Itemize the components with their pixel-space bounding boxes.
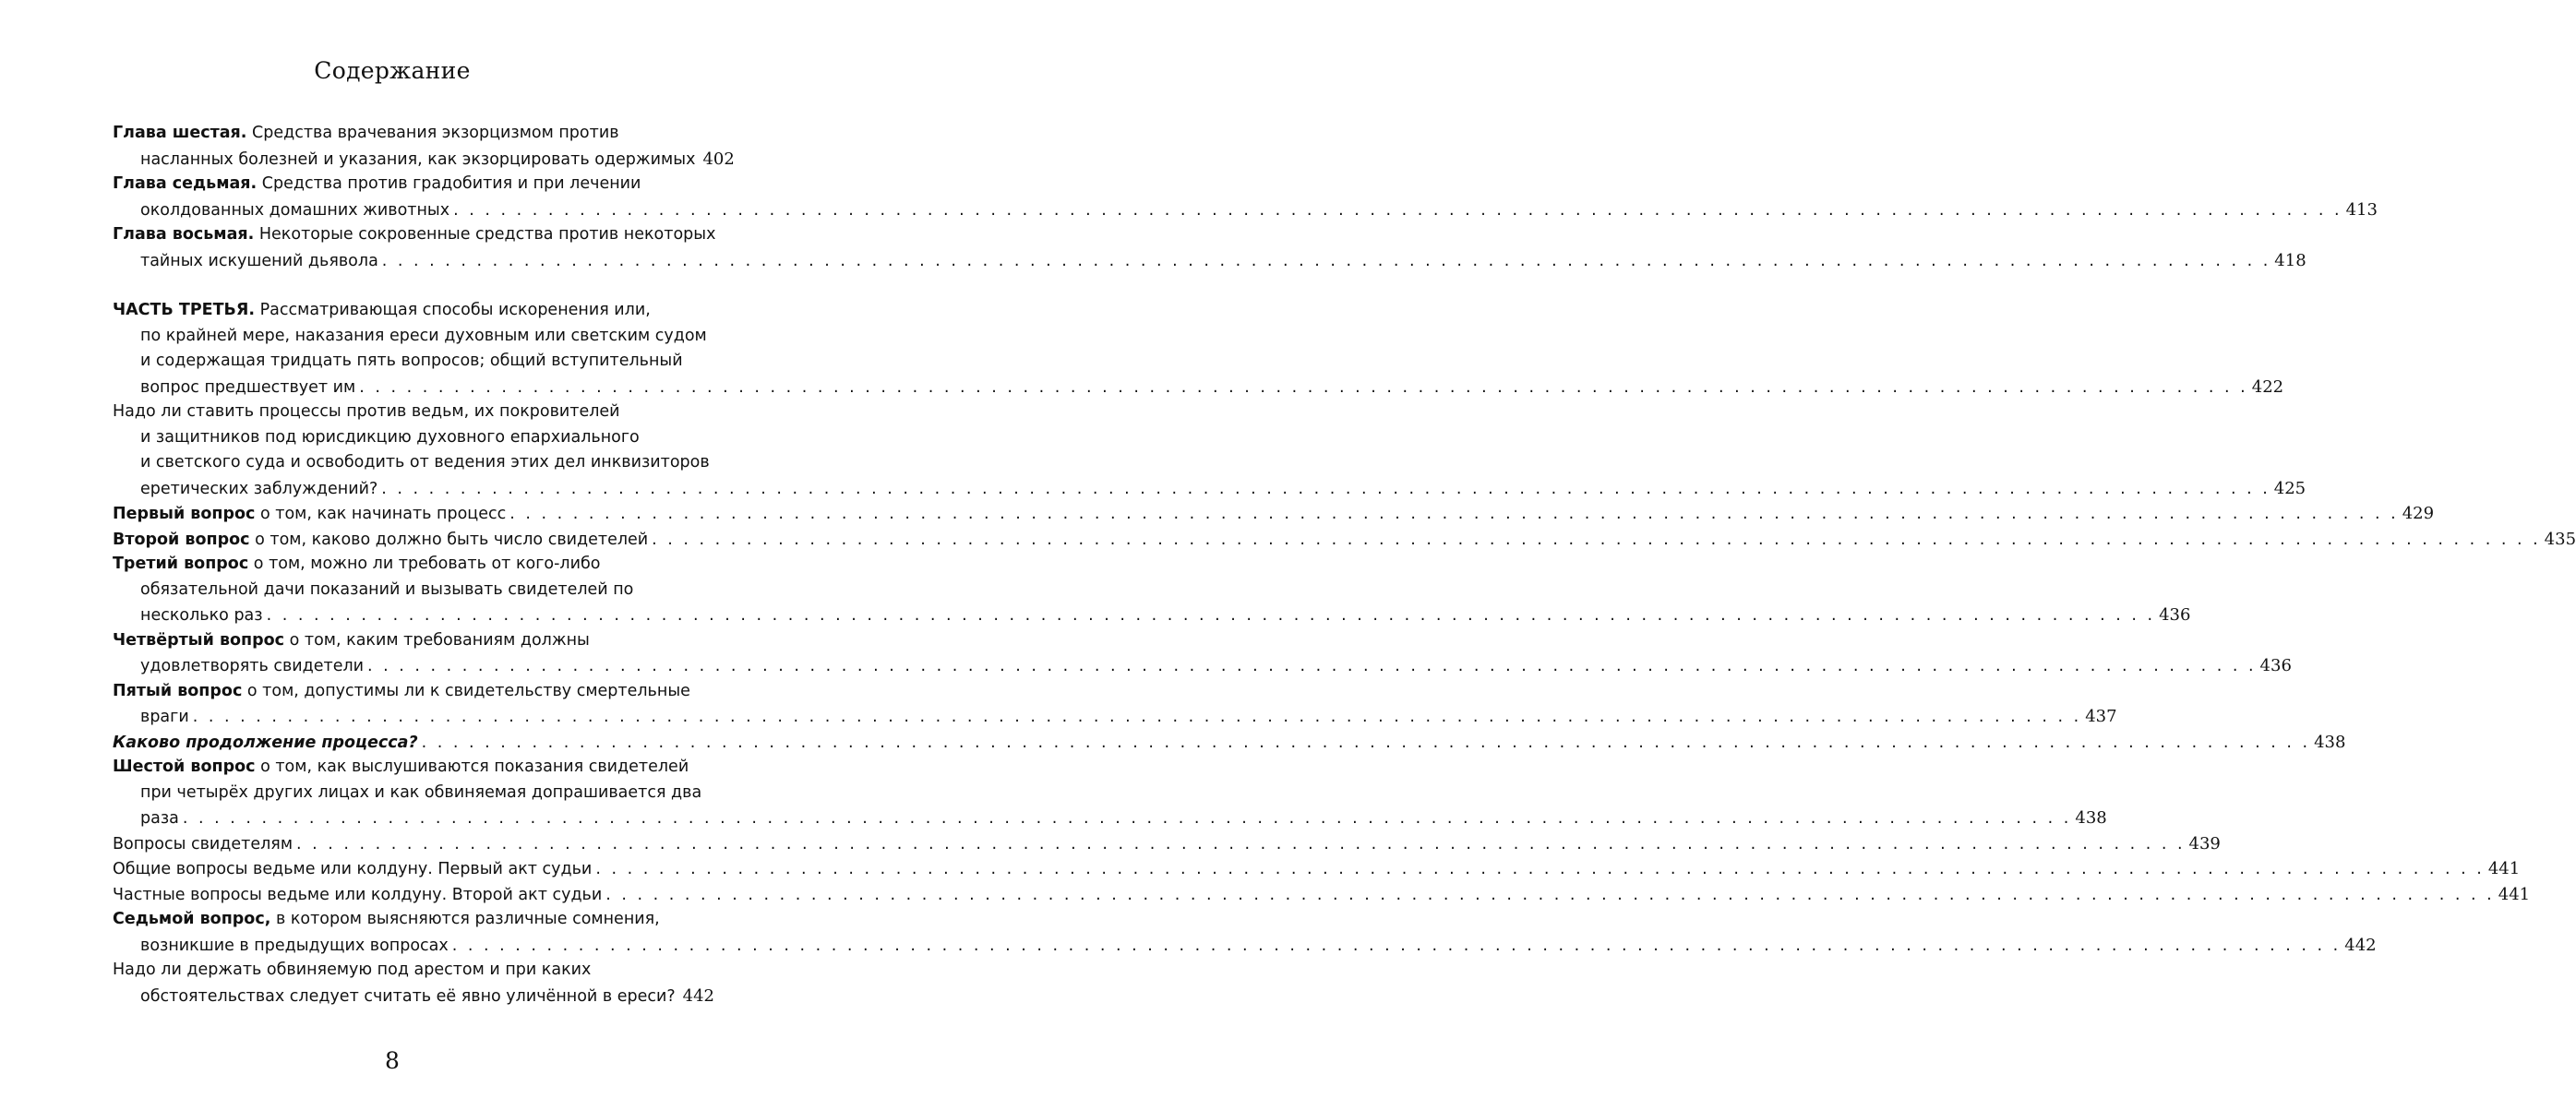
toc-page-number: 442 bbox=[2344, 935, 2377, 955]
toc-line-text bbox=[113, 910, 660, 928]
toc-line-text bbox=[113, 631, 590, 650]
toc-entry-heading: Пятый вопрос bbox=[113, 681, 243, 700]
dot-leader bbox=[605, 883, 2495, 909]
toc-line bbox=[113, 501, 2435, 527]
toc-line-text bbox=[140, 198, 449, 224]
toc-entry-text: возникшие в предыдущих вопросах bbox=[140, 936, 449, 955]
toc-entry-text: вопрос предшествует им bbox=[140, 377, 356, 397]
toc-entry-text: удовлетворять свидетели bbox=[140, 657, 365, 675]
toc-entry-heading: Глава шестая. bbox=[113, 124, 247, 142]
toc-entry-text: Рассматривающая способы искоренения или, bbox=[259, 301, 651, 319]
toc-line-text bbox=[140, 249, 378, 275]
toc-entry-text: Общие вопросы ведьме или колдуну. Первый акт судьи bbox=[113, 860, 593, 878]
dot-leader bbox=[296, 832, 2186, 858]
toc-entry-text: несколько раз bbox=[140, 606, 263, 625]
toc-page-number: 438 bbox=[2314, 732, 2346, 752]
toc-page-number: 439 bbox=[2188, 833, 2221, 853]
toc-entry[interactable] bbox=[113, 552, 2191, 628]
toc-line bbox=[113, 831, 2221, 857]
section-gap bbox=[113, 273, 696, 298]
toc-line-text bbox=[140, 376, 355, 401]
toc-line bbox=[113, 984, 715, 1009]
toc-page-number: 441 bbox=[2487, 859, 2521, 878]
toc-line bbox=[113, 527, 2576, 553]
toc-line-text bbox=[140, 580, 633, 599]
toc-line-text bbox=[113, 832, 293, 858]
toc-entry-text: Надо ли ставить процессы против ведьм, их покровителей bbox=[113, 402, 620, 421]
toc-entry[interactable] bbox=[113, 222, 2306, 273]
toc-entry[interactable] bbox=[113, 831, 2221, 857]
toc-page-number: 436 bbox=[2159, 605, 2191, 625]
toc-entry[interactable] bbox=[113, 501, 2435, 527]
toc-line bbox=[113, 375, 2284, 400]
toc-line bbox=[113, 933, 2377, 959]
toc-line-text bbox=[140, 603, 263, 629]
toc-line bbox=[113, 349, 696, 375]
dot-leader bbox=[422, 731, 2311, 757]
toc-line bbox=[113, 679, 696, 705]
dot-leader bbox=[193, 705, 2082, 731]
toc-page-number: 437 bbox=[2085, 707, 2117, 726]
toc-page-number: 441 bbox=[2498, 884, 2531, 904]
toc-line-text bbox=[140, 985, 676, 1010]
toc-entry[interactable] bbox=[113, 298, 2284, 400]
toc-entry-text: обязательной дачи показаний и вызывать свидетелей по bbox=[140, 579, 634, 599]
toc-entry[interactable] bbox=[113, 907, 2377, 958]
toc-entry-text: о том, как выслушиваются показания свидетелей bbox=[260, 758, 689, 776]
toc-line bbox=[113, 730, 2346, 756]
toc-line bbox=[113, 578, 696, 603]
toc-entry-text: Надо ли держать обвиняемую под арестом и при каких bbox=[113, 961, 592, 979]
toc-line-text bbox=[140, 352, 683, 370]
toc-entry-text: о том, каким требованиям должны bbox=[289, 630, 590, 650]
toc-line-text bbox=[113, 301, 651, 319]
table-of-contents bbox=[113, 121, 2576, 1009]
toc-line-text bbox=[140, 148, 695, 173]
toc-entry-heading: Третий вопрос bbox=[113, 555, 249, 573]
toc-line-text bbox=[113, 174, 641, 193]
toc-line-text bbox=[140, 327, 707, 345]
toc-entry[interactable] bbox=[113, 856, 2521, 882]
toc-entry-text: Частные вопросы ведьме или колдуну. Второй акт судьи bbox=[113, 885, 603, 904]
toc-entry-text: околдованных домашних животных bbox=[140, 200, 450, 220]
toc-line-text bbox=[140, 477, 377, 503]
page-number: 8 bbox=[385, 1047, 400, 1074]
toc-entry-text: о том, каково должно быть число свидетелей bbox=[255, 530, 649, 549]
toc-entry[interactable] bbox=[113, 400, 2306, 501]
toc-line bbox=[113, 476, 2306, 502]
toc-entry-heading: Шестой вопрос bbox=[113, 758, 256, 776]
toc-entry[interactable] bbox=[113, 628, 2292, 679]
toc-page-number: 402 bbox=[702, 149, 735, 169]
toc-entry-text: о том, допустимы ли к свидетельству смертельные bbox=[246, 681, 690, 700]
toc-page-number: 413 bbox=[2345, 199, 2378, 220]
toc-entry-text: по крайней мере, наказания ереси духовным или светским судом bbox=[140, 326, 707, 345]
toc-line-text bbox=[140, 428, 640, 447]
toc-line bbox=[113, 907, 696, 933]
toc-line bbox=[113, 222, 716, 248]
toc-entry-text: и светского суда и освободить от ведения этих дел инквизиторов bbox=[140, 453, 710, 471]
toc-line-text bbox=[113, 758, 689, 776]
dot-leader bbox=[359, 376, 2248, 401]
toc-entry-text: насланных болезней и указания, как экзорцировать одержимых bbox=[140, 149, 696, 169]
toc-page-number: 422 bbox=[2251, 376, 2284, 397]
toc-line bbox=[113, 958, 696, 984]
toc-line bbox=[113, 425, 696, 451]
toc-entry-text: при четырёх других лицах и как обвиняемая допрашивается два bbox=[140, 782, 702, 802]
toc-line bbox=[113, 755, 696, 781]
toc-line bbox=[113, 806, 2107, 831]
toc-line-text bbox=[113, 502, 506, 528]
toc-line bbox=[113, 552, 696, 578]
toc-line bbox=[113, 197, 2378, 223]
page-title: Содержание bbox=[314, 57, 471, 84]
toc-line bbox=[113, 856, 2521, 882]
toc-entry-text: о том, как начинать процесс bbox=[260, 505, 507, 523]
toc-line bbox=[113, 121, 696, 147]
toc-entry-heading: Глава восьмая. bbox=[113, 225, 255, 244]
toc-entry-text: Вопросы свидетелям bbox=[113, 834, 294, 853]
toc-line-text bbox=[113, 225, 715, 244]
toc-line-text bbox=[113, 883, 602, 909]
toc-line-text bbox=[113, 682, 690, 700]
toc-line bbox=[113, 172, 696, 197]
toc-entry[interactable] bbox=[113, 730, 2346, 756]
toc-entry-text: в котором выясняются различные сомнения, bbox=[275, 910, 660, 928]
dot-leader bbox=[381, 477, 2270, 503]
toc-entry-text: и защитников под юрисдикцию духовного епархиального bbox=[140, 427, 640, 447]
toc-line-text bbox=[140, 806, 179, 832]
toc-entry[interactable] bbox=[113, 172, 2378, 222]
toc-page-number: 436 bbox=[2259, 656, 2292, 675]
toc-entry-text: враги bbox=[140, 708, 189, 726]
toc-entry-text: Некоторые сокровенные средства против некоторых bbox=[258, 225, 716, 244]
dot-leader bbox=[652, 528, 2541, 554]
toc-entry-heading: Второй вопрос bbox=[113, 530, 250, 549]
toc-line-text bbox=[140, 705, 189, 731]
dot-leader bbox=[367, 654, 2257, 680]
toc-entry-heading: Четвёртый вопрос bbox=[113, 630, 285, 650]
toc-entry-text: Средства против градобития и при лечении bbox=[261, 174, 641, 193]
dot-leader bbox=[595, 857, 2485, 883]
toc-entry[interactable] bbox=[113, 882, 2531, 908]
toc-line bbox=[113, 781, 702, 806]
toc-line bbox=[113, 147, 735, 173]
toc-line-text bbox=[113, 402, 620, 421]
toc-entry-text: еретических заблуждений? bbox=[140, 479, 378, 498]
toc-line-text bbox=[140, 654, 364, 680]
toc-entry-text: и содержащая тридцать пять вопросов; общий вступительный bbox=[140, 352, 683, 370]
dot-leader bbox=[453, 198, 2342, 224]
toc-line bbox=[113, 298, 696, 324]
toc-entry[interactable] bbox=[113, 121, 735, 172]
dot-leader bbox=[183, 806, 2072, 832]
dot-leader bbox=[509, 502, 2399, 528]
toc-page-number: 435 bbox=[2544, 529, 2576, 549]
toc-line bbox=[113, 704, 2117, 730]
toc-entry-heading: ЧАСТЬ ТРЕТЬЯ. bbox=[113, 301, 256, 319]
toc-line-text bbox=[140, 934, 449, 960]
toc-line-text bbox=[113, 961, 591, 979]
toc-entry[interactable] bbox=[113, 527, 2576, 553]
toc-entry-heading: Седьмой вопрос, bbox=[113, 910, 271, 928]
toc-line-text bbox=[113, 857, 592, 883]
toc-line bbox=[113, 324, 707, 350]
toc-line bbox=[113, 248, 2306, 274]
toc-line bbox=[113, 450, 710, 476]
toc-page-number: 418 bbox=[2274, 250, 2306, 270]
toc-line-text bbox=[113, 124, 619, 142]
dot-leader bbox=[452, 934, 2342, 960]
toc-line bbox=[113, 400, 696, 425]
toc-page-number: 442 bbox=[682, 985, 715, 1006]
toc-entry[interactable] bbox=[113, 679, 2117, 730]
dot-leader bbox=[382, 249, 2271, 275]
toc-entry-text: о том, можно ли требовать от кого-либо bbox=[253, 555, 601, 573]
toc-line bbox=[113, 882, 2531, 908]
toc-line bbox=[113, 628, 696, 654]
toc-entry-heading: Каково продолжение процесса? bbox=[113, 733, 418, 752]
toc-entry-text: обстоятельствах следует считать её явно уличённой в ереси? bbox=[140, 986, 676, 1006]
toc-entry-heading: Первый вопрос bbox=[113, 505, 256, 523]
toc-page-number: 425 bbox=[2273, 478, 2306, 498]
toc-line bbox=[113, 653, 2292, 679]
toc-line-text bbox=[113, 555, 601, 573]
toc-line-text bbox=[113, 731, 418, 757]
dot-leader bbox=[267, 603, 2156, 629]
toc-entry[interactable] bbox=[113, 958, 715, 1009]
toc-line bbox=[113, 603, 2191, 628]
toc-entry-heading: Глава седьмая. bbox=[113, 174, 258, 193]
toc-entry-text: Средства врачевания экзорцизмом против bbox=[252, 124, 619, 142]
toc-entry-text: тайных искушений дьявола bbox=[140, 251, 378, 270]
toc-line-text bbox=[140, 783, 701, 802]
toc-entry[interactable] bbox=[113, 755, 2107, 831]
toc-page-number: 438 bbox=[2075, 808, 2107, 828]
toc-entry-text: раза bbox=[140, 809, 179, 828]
toc-line-text bbox=[140, 453, 710, 471]
toc-line-text bbox=[113, 528, 648, 554]
toc-page-number: 429 bbox=[2402, 504, 2435, 523]
